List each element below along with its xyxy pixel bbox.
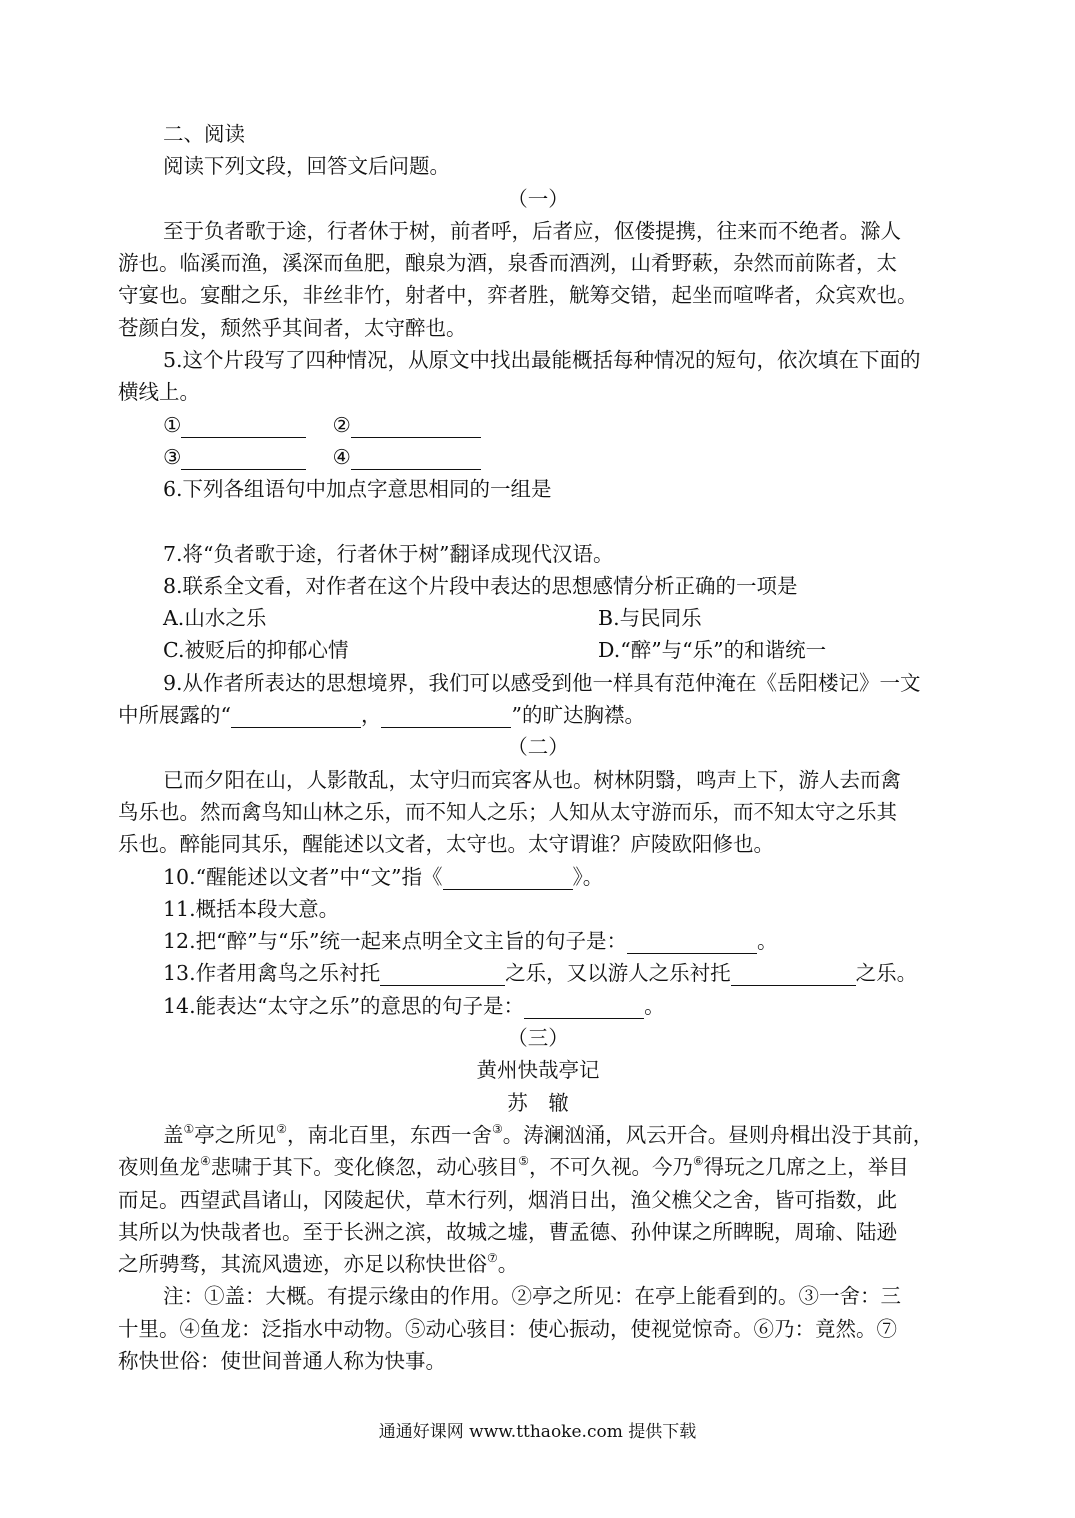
- passage-line: 而足。西望武昌诸山，冈陵起伏，草木行列，烟消日出，渔父樵父之舍，皆可指数，此: [118, 1187, 897, 1212]
- question-14: [118, 990, 958, 1022]
- passage-text: 亭之所见: [194, 1122, 277, 1147]
- answer-blank[interactable]: [524, 994, 644, 1019]
- section-instruction: 阅读下列文段，回答文后问题。: [163, 154, 450, 179]
- passage-text: ，不可久视。今乃: [529, 1155, 694, 1180]
- passage-text: 。涛澜汹涌，风云开合。昼则舟楫出没于其前，: [502, 1122, 934, 1147]
- q14-text: 。: [644, 993, 665, 1018]
- section-heading: 二、阅读: [163, 122, 245, 146]
- option-d[interactable]: D.“醉”与“乐”的和谐统一: [598, 638, 827, 663]
- answer-blank[interactable]: [731, 961, 856, 986]
- q10-text: 10.“醒能述以文者”中“文”指《: [163, 864, 443, 889]
- answer-blank[interactable]: [181, 413, 306, 438]
- q9-text: ”的旷达胸襟。: [511, 703, 645, 728]
- passage-text: 盖: [163, 1122, 184, 1147]
- question-10: [118, 861, 958, 893]
- question-9: 9.从作者所表达的思想境界，我们可以感受到他一样具有范仲淹在《岳阳楼记》一文: [163, 670, 921, 695]
- answer-mark: ③: [163, 444, 182, 469]
- answer-blank[interactable]: [381, 703, 511, 728]
- question-12: [118, 925, 958, 957]
- passage-line: 已而夕阳在山，人影散乱，太守归而宾客从也。树林阴翳，鸣声上下，游人去而禽: [163, 767, 901, 792]
- option-row: [118, 634, 958, 666]
- q10-text: 》。: [572, 864, 604, 889]
- q9-text: 中所展露的“: [118, 703, 231, 728]
- footnote-ref: ⑦: [487, 1251, 498, 1266]
- footnote-ref: ③: [492, 1121, 503, 1136]
- question-7: 7.将“负者歌于途，行者休于树”翻译成现代汉语。: [163, 541, 614, 566]
- notes-line: 注：①盖：大概。有提示缘由的作用。②亭之所见：在亭上能看到的。③一舍：三: [163, 1284, 901, 1309]
- q12-text: 。: [757, 929, 778, 954]
- footnote-ref: ⑤: [518, 1154, 530, 1169]
- passage-text: 悲啸于其下。变化倏忽，动心骇目: [210, 1155, 519, 1180]
- option-b[interactable]: B.与民同乐: [598, 606, 702, 631]
- question-8: 8.联系全文看，对作者在这个片段中表达的思想感情分析正确的一项是: [163, 573, 798, 598]
- q13-text: 13.作者用禽鸟之乐衬托: [163, 961, 381, 986]
- answer-blank[interactable]: [231, 703, 361, 728]
- footnote-ref: ①: [183, 1121, 195, 1136]
- passage-line: 苍颜白发，颓然乎其间者，太守醉也。: [118, 315, 467, 340]
- answer-blank[interactable]: [351, 445, 481, 470]
- essay-author: 苏 辙: [507, 1090, 569, 1115]
- answer-blank[interactable]: [181, 445, 306, 470]
- essay-title: 黄州快哉亭记: [476, 1058, 600, 1083]
- question-9-cont: [118, 699, 958, 731]
- part-marker-1: （一）: [507, 186, 569, 211]
- passage-line: 其所以为快哉者也。至于长洲之滨，故城之墟，曹孟德、孙仲谋之所睥睨，周瑜、陆逊: [118, 1219, 897, 1244]
- notes-line: 十里。④鱼龙：泛指水中动物。⑤动心骇目：使心振动，使视觉惊奇。⑥乃：竟然。⑦: [118, 1316, 897, 1341]
- passage-line: 游也。临溪而渔，溪深而鱼肥，酿泉为酒，泉香而酒洌，山肴野蔌，杂然而前陈者，太: [118, 251, 897, 276]
- passage-line: [118, 1248, 958, 1280]
- part-marker-3: （三）: [507, 1026, 569, 1051]
- page-footer: 通通好课网 www.tthaoke.com 提供下载: [378, 1422, 697, 1442]
- answer-mark: ①: [163, 412, 182, 437]
- answer-row: [118, 409, 958, 441]
- question-5: 5.这个片段写了四种情况，从原文中找出最能概括每种情况的短句，依次填在下面的: [163, 348, 921, 373]
- answer-space: [118, 506, 958, 538]
- footnote-ref: ④: [200, 1154, 211, 1169]
- option-row: [118, 602, 958, 634]
- document-page: [118, 118, 958, 1377]
- answer-blank[interactable]: [351, 413, 481, 438]
- notes-line: 称快世俗：使世间普通人称为快事。: [118, 1348, 446, 1373]
- q14-text: 14.能表达“太守之乐”的意思的句子是：: [163, 993, 525, 1018]
- passage-text: 。: [497, 1252, 519, 1277]
- passage-line: 至于负者歌于途，行者休于树，前者呼，后者应，伛偻提携，往来而不绝者。滁人: [163, 218, 901, 243]
- passage-text: 夜则鱼龙: [118, 1155, 200, 1180]
- answer-mark: ②: [332, 412, 351, 437]
- passage-text: 之所骋骛，其流风遗迹，亦足以称快世俗: [118, 1252, 487, 1277]
- question-6: 6.下列各组语句中加点字意思相同的一组是: [163, 477, 552, 502]
- passage-line: 乐也。醉能同其乐，醒能述以文者，太守也。太守谓谁？庐陵欧阳修也。: [118, 832, 774, 857]
- q13-text: 之乐。: [855, 961, 918, 986]
- passage-text: ，南北百里，东西一舍: [287, 1122, 493, 1147]
- footnote-ref: ⑥: [693, 1154, 704, 1169]
- answer-mark: ④: [332, 444, 351, 469]
- footnote-ref: ②: [276, 1121, 288, 1136]
- q12-text: 12.把“醉”与“乐”统一起来点明全文主旨的句子是：: [163, 929, 628, 954]
- passage-line: 鸟乐也。然而禽鸟知山林之乐，而不知人之乐；人知从太守游而乐，而不知太守之乐其: [118, 799, 897, 824]
- passage-line: [118, 1119, 958, 1151]
- passage-line: 守宴也。宴酣之乐，非丝非竹，射者中，弈者胜，觥筹交错，起坐而喧哗者，众宾欢也。: [118, 283, 918, 308]
- passage-text: 得玩之几席之上，举目: [703, 1155, 909, 1180]
- option-a[interactable]: A.山水之乐: [163, 606, 267, 631]
- question-5-cont: 横线上。: [118, 380, 200, 405]
- passage-line: [118, 1151, 958, 1183]
- q13-text: 之乐，又以游人之乐衬托: [505, 961, 731, 986]
- answer-blank[interactable]: [443, 865, 573, 890]
- q9-text: ，: [360, 703, 382, 728]
- part-marker-2: （二）: [507, 735, 569, 760]
- question-11: 11.概括本段大意。: [163, 896, 340, 921]
- answer-blank[interactable]: [627, 929, 757, 954]
- answer-blank[interactable]: [380, 961, 505, 986]
- option-c[interactable]: C.被贬后的抑郁心情: [163, 638, 349, 663]
- question-13: [118, 957, 958, 989]
- answer-row: [118, 441, 958, 473]
